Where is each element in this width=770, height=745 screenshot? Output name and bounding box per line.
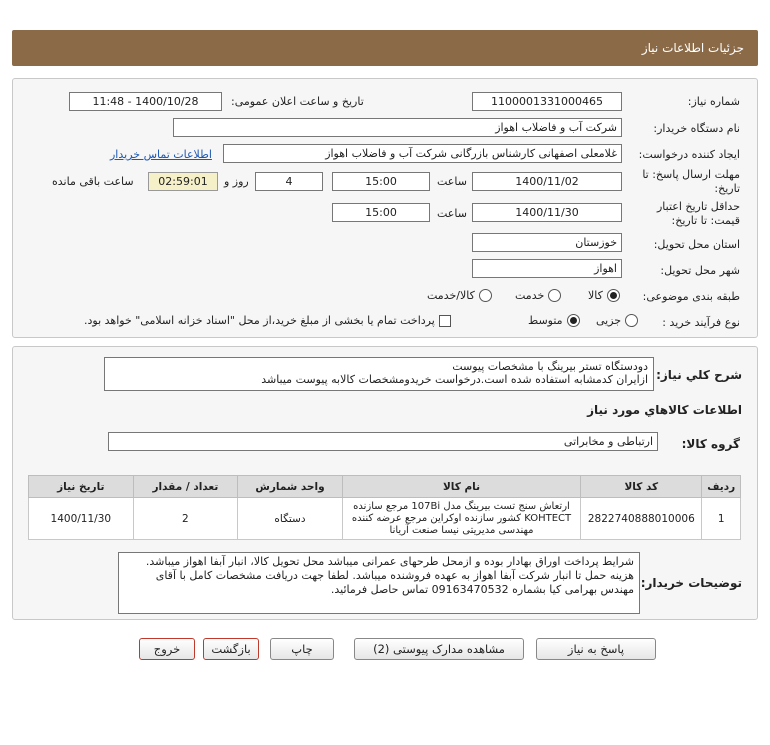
- goods-group-label: گروه کالا:: [681, 437, 740, 451]
- validity-label-2: قیمت: تا تاریخ:: [671, 214, 740, 227]
- deadline-label-2: تاریخ:: [714, 182, 740, 195]
- col-unit: واحد شمارش: [238, 476, 343, 498]
- validity-label: حداقل تاریخ اعتبار: [656, 200, 740, 213]
- city-label: شهر محل تحویل:: [660, 264, 740, 277]
- cell-date: 1400/11/30: [29, 498, 134, 540]
- remaining-time-field: 02:59:01: [148, 172, 218, 191]
- summary-line-1: دودستگاه تستر بیرینگ با مشخصات پیوست: [452, 360, 648, 373]
- city-field: اهواز: [472, 259, 622, 278]
- days-label: روز و: [224, 175, 249, 188]
- radio-icon[interactable]: [625, 314, 638, 327]
- province-field: خوزستان: [472, 233, 622, 252]
- cell-code: 2822740888010006: [581, 498, 702, 540]
- col-code: کد کالا: [581, 476, 702, 498]
- print-button[interactable]: چاپ: [270, 638, 334, 660]
- view-attachments-button[interactable]: مشاهده مدارک پیوستی (2): [354, 638, 524, 660]
- category-option-service[interactable]: خدمت: [515, 289, 561, 302]
- need-number-label: شماره نیاز:: [687, 95, 740, 108]
- treasury-payment-option[interactable]: پرداخت تمام یا بخشی از مبلغ خرید،از محل "اسناد خزانه اسلامی" خواهد بود.: [84, 314, 451, 327]
- page-title: جزئیات اطلاعات نیاز: [641, 41, 744, 55]
- radio-selected-icon[interactable]: [607, 289, 620, 302]
- process-type-label: نوع فرآیند خرید :: [662, 316, 740, 329]
- validity-date-field: 1400/11/30: [472, 203, 622, 222]
- validity-time-field: 15:00: [332, 203, 430, 222]
- cell-qty: 2: [133, 498, 238, 540]
- goods-table: [28, 475, 741, 540]
- creator-field: غلامعلی اصفهانی کارشناس بازرگانی شرکت آب و فاضلاب اهواز: [223, 144, 622, 163]
- exit-button[interactable]: خروج: [139, 638, 195, 660]
- radio-selected-icon[interactable]: [567, 314, 580, 327]
- announce-label: تاریخ و ساعت اعلان عمومی:: [231, 95, 364, 108]
- table-header-row: [29, 476, 741, 498]
- checkbox-icon[interactable]: [439, 315, 451, 327]
- radio-icon[interactable]: [479, 289, 492, 302]
- category-option-goods-service[interactable]: کالا/خدمت: [427, 289, 492, 302]
- cell-name: ارتعاش سنج تست بیرینگ مدل 107Bi مرجع سازنده KOHTECT کشور سازنده اوکراین مرجع عرضه کننده مهندسی مدیریتی نیسا صنعت آریانا: [342, 498, 580, 540]
- page-header: [12, 30, 758, 66]
- reply-button[interactable]: پاسخ به نیاز: [536, 638, 656, 660]
- announce-field: 1400/10/28 - 11:48: [69, 92, 222, 111]
- summary-label: شرح کلي نياز:: [656, 368, 742, 382]
- summary-textarea: [104, 357, 654, 391]
- remaining-label: ساعت باقی مانده: [52, 175, 134, 188]
- col-name: نام کالا: [342, 476, 580, 498]
- process-option-medium[interactable]: متوسط: [528, 314, 580, 327]
- creator-label: ایجاد کننده درخواست:: [638, 148, 740, 161]
- cell-row: 1: [702, 498, 741, 540]
- radio-icon[interactable]: [548, 289, 561, 302]
- process-option-minor[interactable]: جزیی: [596, 314, 638, 327]
- validity-time-label: ساعت: [437, 207, 467, 220]
- deadline-label: مهلت ارسال پاسخ: تا: [642, 168, 740, 181]
- col-row: ردیف: [702, 476, 741, 498]
- table-row: [29, 498, 741, 540]
- buyer-notes-textarea: شرایط پرداخت اوراق بهادار بوده و ازمحل طرحهای عمرانی میباشد محل تحویل کالا، انبار آبفا اهواز میباشد. هزینه حمل تا انبار شرکت آبفا اهواز به عهده فروشنده میباشد. لطفا جهت دریافت مشخصات کامل با آقای مهندس بهرامی کیا بشماره 09163470532 تماس حاصل فرمائید.: [118, 552, 640, 614]
- summary-line-2: ازایران کدمشابه استفاده شده است.درخواست خریدومشخصات کالابه پیوست میباشد: [261, 373, 648, 386]
- category-option-goods[interactable]: کالا: [588, 289, 620, 302]
- buyer-org-field: شرکت آب و فاضلاب اهواز: [173, 118, 622, 137]
- deadline-time-field: 15:00: [332, 172, 430, 191]
- deadline-time-label: ساعت: [437, 175, 467, 188]
- buyer-notes-label: توضیحات خریدار:: [640, 576, 742, 590]
- need-number-field: 1100001331000465: [472, 92, 622, 111]
- back-button[interactable]: بازگشت: [203, 638, 259, 660]
- col-qty: تعداد / مقدار: [133, 476, 238, 498]
- deadline-date-field: 1400/11/02: [472, 172, 622, 191]
- col-date: تاریخ نیاز: [29, 476, 134, 498]
- days-field: 4: [255, 172, 323, 191]
- cell-unit: دستگاه: [238, 498, 343, 540]
- category-label: طبقه بندی موضوعی:: [642, 290, 740, 303]
- province-label: استان محل تحویل:: [653, 238, 740, 251]
- goods-group-field: ارتباطی و مخابراتی: [108, 432, 658, 451]
- goods-section-title: اطلاعات کالاهاي مورد نياز: [587, 403, 742, 417]
- contact-info-link[interactable]: اطلاعات تماس خریدار: [110, 148, 212, 161]
- buyer-org-label: نام دستگاه خریدار:: [653, 122, 740, 135]
